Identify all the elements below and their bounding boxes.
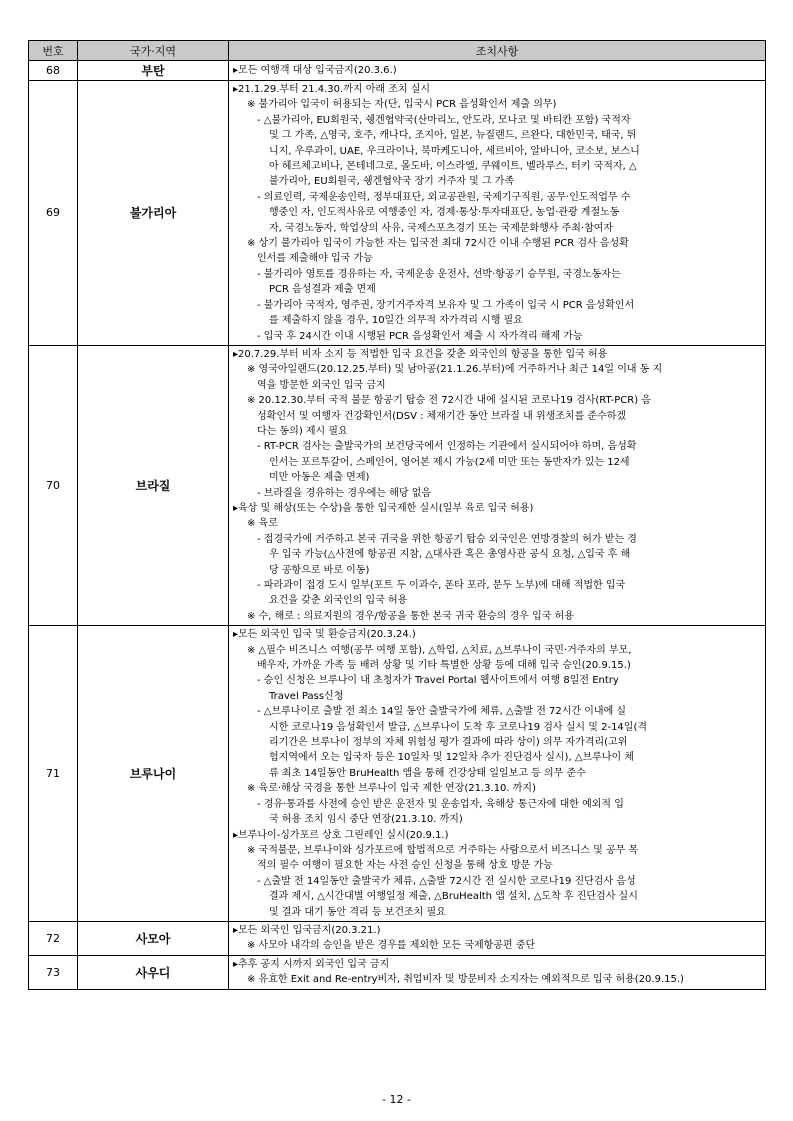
measure-line: 적의 필수 여행이 필요한 자는 사전 승인 신청을 통해 상호 방문 가능 — [257, 860, 553, 872]
measure-line: - 파라과이 접경 도시 일부(포트 두 이과수, 폰타 포라, 문두 노부)에 대해 적법한 입국 — [257, 580, 626, 591]
table-row — [29, 921, 766, 955]
measure-line: 및 결과 대기 동안 격리 등 보건조치 필요 — [269, 906, 446, 918]
measure-line: 결과 제시, △시간대별 여행일정 제출, △BruHealth 앱 설치, △도착 후 진단검사 실시 — [269, 891, 638, 903]
measure-line: - 입국 후 24시간 이내 시행된 PCR 음성확인서 제출 시 자가격리 해제 가능 — [257, 330, 583, 342]
measure-line: ▸모든 여행객 대상 입국금지(20.3.6.) — [233, 64, 397, 76]
measure-line: 인서는 포르투갈어, 스페인어, 영어본 제시 가능(2세 미만 또는 동반자가 있는 12세 — [269, 456, 630, 468]
measure-line: 자, 국경노동자, 학업상의 사유, 국제스포츠경기 또는 국제문화행사 주최·참여자 — [269, 222, 614, 234]
measure-line: ▸20.7.29.부터 비자 소지 등 적법한 입국 요건을 갖춘 외국인의 항공을 통한 입국 허용 — [233, 348, 608, 360]
measure-line: ※ 사모아 내각의 승인을 받은 경우를 제외한 모든 국제항공편 중단 — [247, 940, 536, 952]
measure-line: - 접경국가에 거주하고 본국 귀국을 위한 항공기 탑승 외국인은 연방경찰의 허가 받는 경 — [257, 533, 637, 545]
measure-line: ※ 육로·해상 국경을 통한 브루나이 입국 제한 연장(21.3.10. 까지) — [247, 783, 536, 795]
measure-line: ※ 수, 해로 : 의료지원의 경우/항공을 통한 본국 귀국 환승의 경우 입국 허용 — [247, 610, 574, 622]
measures-cell — [229, 626, 766, 922]
measures-cell — [229, 345, 766, 625]
measures-cell — [229, 81, 766, 346]
row-number: 73 — [29, 955, 78, 989]
table-row — [29, 345, 766, 625]
country-name: 사모아 — [78, 921, 229, 955]
measure-line: ※ 국적불문, 브루나이와 싱가포르에 합법적으로 거주하는 사람으로서 비즈니스 및 공무 목 — [247, 844, 639, 856]
measure-line: 인서를 제출해야 입국 가능 — [257, 253, 373, 265]
header-country: 국가·지역 — [78, 41, 229, 61]
measure-line: - 경유·통과를 사전에 승인 받은 운전자 및 운송업자, 육해상 통근자에 대한 예외적 입 — [257, 798, 624, 810]
measure-line: ▸21.1.29.부터 21.4.30.까지 아래 조치 실시 — [233, 84, 431, 95]
header-number: 번호 — [29, 41, 78, 61]
measure-line: 성확인서 및 여행자 건강확인서(DSV : 체재기간 동안 브라질 내 위생조치를 준수하겠 — [257, 410, 627, 422]
measure-line: Travel Pass신청 — [269, 690, 344, 702]
measure-line: 행중인 자, 인도적사유로 여행중인 자, 경제·통상·투자대표단, 농업·관광 계절노동 — [269, 207, 620, 219]
measure-line: 시한 코로나19 음성확인서 발급, △브루나이 도착 후 코로나19 검사 실시 및 2-14일(격 — [269, 721, 648, 733]
table-row — [29, 626, 766, 922]
table-header-row — [29, 41, 766, 61]
measure-line: 및 그 가족, △영국, 호주, 캐나다, 조지아, 일본, 뉴질랜드, 르완다, 대한민국, 태국, 튀 — [269, 130, 637, 142]
measure-line: 험지역에서 오는 입국자 등은 10일차 및 12일차 추가 진단검사 실시), △브루나이 체 — [269, 752, 634, 764]
measure-line: 리기간은 브루나이 정부의 자체 위험성 평가 결과에 따라 상이) 의무 자가격리(고위 — [269, 737, 628, 749]
country-name: 브루나이 — [78, 626, 229, 922]
measure-line: 니지, 우루과이, UAE, 우크라이나, 북마케도니아, 세르비아, 알바니아, 코소보, 보스니 — [269, 145, 640, 157]
measure-line: ※ 불가리아 입국이 허용되는 자(단, 입국시 PCR 음성확인서 제출 의무) — [247, 99, 557, 111]
measure-line: ※ 상기 불가리아 입국이 가능한 자는 입국전 최대 72시간 이내 수행된 PCR 검사 음성확 — [247, 238, 629, 250]
measures-table — [28, 40, 766, 990]
header-measures: 조치사항 — [229, 41, 766, 61]
measure-line: 국 허용 조치 임시 중단 연장(21.3.10. 까지) — [269, 814, 463, 826]
table-row — [29, 955, 766, 989]
measure-line: 다는 동의) 제시 필요 — [257, 425, 348, 437]
country-name: 브라질 — [78, 345, 229, 625]
measure-line: - 브라질을 경유하는 경우에는 해당 없음 — [257, 487, 432, 499]
measures-cell — [229, 955, 766, 989]
country-name: 부탄 — [78, 61, 229, 81]
row-number: 70 — [29, 345, 78, 625]
measure-line: ※ 육로 — [247, 518, 278, 530]
country-name: 사우디 — [78, 955, 229, 989]
table-row — [29, 81, 766, 346]
measure-line: 불가리아, EU회원국, 쉥겐협약국 장기 거주자 및 그 가족 — [269, 176, 515, 188]
measure-line: ※ 유효한 Exit and Re-entry비자, 취업비자 및 방문비자 소지자는 예외적으로 입국 허용(20.9.15.) — [247, 974, 684, 986]
page-number: - 12 - — [382, 1093, 411, 1106]
measure-line: ※ △필수 비즈니스 여행(공무 여행 포함), △학업, △치료, △브루나이 국민·거주자의 부모, — [247, 644, 632, 656]
country-name: 불가리아 — [78, 81, 229, 346]
table-row — [29, 61, 766, 81]
measure-line: - △출발 전 14일동안 출발국가 체류, △출발 72시간 전 실시한 코로나19 진단검사 음성 — [257, 875, 636, 887]
measure-line: PCR 음성결과 제출 면제 — [269, 284, 376, 296]
measure-line: ▸모든 외국인 입국금지(20.3.21.) — [233, 924, 381, 936]
row-number: 71 — [29, 626, 78, 922]
row-number: 72 — [29, 921, 78, 955]
measure-line: 류 최초 14일동안 BruHealth 앱을 통해 건강상태 일일보고 등 의무 준수 — [269, 767, 586, 779]
measure-line: 배우자, 가까운 가족 등 배려 상황 및 기타 특별한 상황 등에 대해 입국 승인(20.9.15.) — [257, 660, 631, 672]
measure-line: ※ 20.12.30.부터 국적 불문 항공기 탑승 전 72시간 내에 실시된 코로나19 검사(RT-PCR) 음 — [247, 395, 651, 407]
measure-line: 를 제출하지 않을 경우, 10일간 의무적 자가격리 시행 필요 — [269, 315, 523, 327]
row-number: 68 — [29, 61, 78, 81]
measure-line: - △불가리아, EU회원국, 쉥겐협약국(산마리노, 안도라, 모나코 및 바티칸 포함) 국적자 — [257, 114, 631, 126]
row-number: 69 — [29, 81, 78, 346]
measure-line: - 승인 신청은 브루나이 내 초청자가 Travel Portal 웹사이트에서 여행 8일전 Entry — [257, 675, 619, 687]
measure-line: - RT-PCR 검사는 출발국가의 보건당국에서 인정하는 기관에서 실시되어야 하며, 음성확 — [257, 441, 637, 453]
measure-line: 요건을 갖춘 외국인의 입국 허용 — [269, 595, 408, 607]
measure-line: - 불가리아 국적자, 영주권, 장기거주자격 보유자 및 그 가족이 입국 시 PCR 음성확인서 — [257, 299, 635, 311]
measure-line: 역을 방문한 외국인 입국 금지 — [257, 379, 386, 391]
measures-cell — [229, 61, 766, 81]
measures-cell — [229, 921, 766, 955]
measure-line: - 불가리아 영토를 경유하는 자, 국제운송 운전사, 선박·항공기 승무원, 국경노동자는 — [257, 268, 621, 280]
measure-line: - 의료인력, 국제운송인력, 정부대표단, 외교공관원, 국제기구직원, 공무·인도적업무 수 — [257, 191, 631, 203]
measure-line: ▸브루나이-싱가포르 상호 그린레인 실시(20.9.1.) — [233, 829, 449, 841]
measure-line: 우 입국 가능(△사전에 항공권 지참, △대사관 혹은 총영사관 공식 요청, △입국 후 해 — [269, 549, 631, 561]
table-body — [29, 61, 766, 990]
measure-line: ▸모든 외국인 입국 및 환승금지(20.3.24.) — [233, 629, 416, 641]
measure-line: 아 헤르체고비나, 몬테네그로, 몰도바, 이스라엘, 쿠웨이트, 벨라루스, 터키 국적자, △ — [269, 161, 637, 173]
measure-line: ※ 영국아일랜드(20.12.25.부터) 및 남아공(21.1.26.부터)에 거주하거나 최근 14일 이내 동 지 — [247, 364, 663, 376]
measure-line: 당 공항으로 바로 이동) — [269, 564, 370, 576]
measure-line: 미만 아동은 제출 면제) — [269, 472, 370, 484]
measure-line: - △브루나이로 출발 전 최소 14일 동안 출발국가에 체류, △출발 전 72시간 이내에 실 — [257, 706, 627, 718]
measure-line: ▸육상 및 해상(또는 수상)을 통한 입국제한 실시(일부 육로 입국 허용) — [233, 502, 534, 514]
measure-line: ▸추후 공지 시까지 외국인 입국 금지 — [233, 958, 390, 970]
